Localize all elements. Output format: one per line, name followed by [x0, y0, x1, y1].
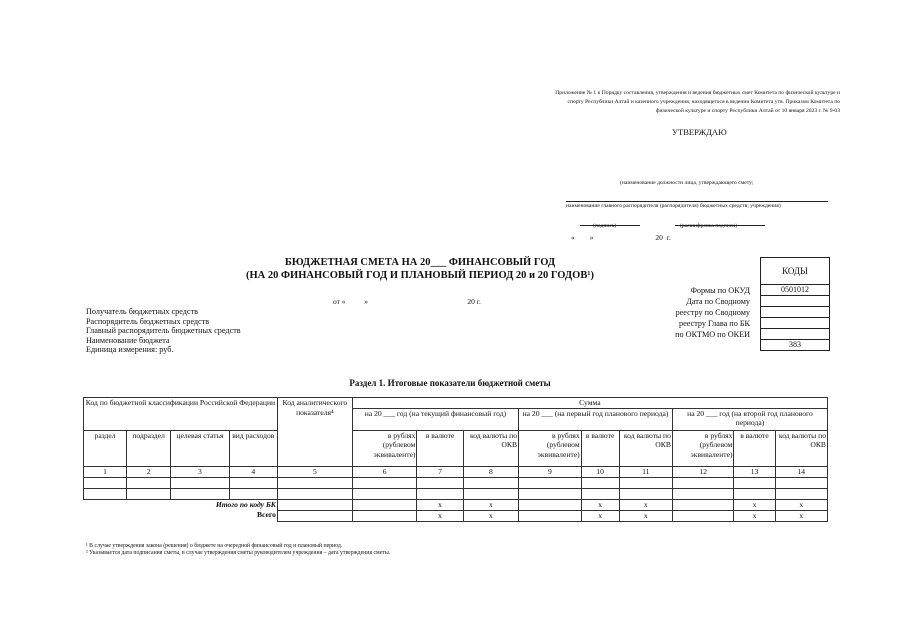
table-row: [84, 477, 828, 488]
approver-position-caption: (наименование должности лица, утверждающего смету;: [620, 180, 754, 186]
x-mark: x: [463, 499, 518, 510]
approval-note: [470, 89, 840, 116]
col-num: 9: [519, 466, 582, 477]
col-num: 3: [171, 466, 229, 477]
col-num: 5: [277, 466, 352, 477]
rub-header: в рублях (рублевом эквиваленте): [672, 430, 734, 466]
title-line-1: БЮДЖЕТНАЯ СМЕТА НА 20___ ФИНАНСОВЫЙ ГОД: [284, 257, 556, 268]
col-num: 14: [775, 466, 827, 477]
manager-label: Распорядитель бюджетных средств: [86, 316, 210, 326]
approval-note-line: спорту Республики Алтай и казенного учреждения, находящегося в ведении Комитета утв. Приказом Комитета по: [567, 99, 840, 105]
x-mark: x: [417, 510, 463, 521]
col-num: 12: [672, 466, 734, 477]
rub-header: в рублях (рублевом эквиваленте): [352, 430, 417, 466]
footnote-2: ² Указывается дата подписания сметы, в случае утверждения сметы руководителем учреждения – дата утверждения сметы.: [86, 550, 391, 556]
x-mark: x: [417, 499, 463, 510]
analytic-code-header: Код аналитического показателя⁴: [277, 398, 352, 467]
okv-header: код валюты по ОКВ: [619, 430, 672, 466]
rub-header: в рублях (рублевом эквиваленте): [519, 430, 582, 466]
decoding-caption: (расшифровка подписи): [680, 223, 738, 229]
total-bk-row: [84, 499, 828, 510]
chief-manager-label: Главный распорядитель бюджетных средств: [86, 326, 241, 336]
code-cell: [761, 307, 830, 318]
codes-header: КОДЫ: [761, 258, 830, 285]
currency-header: в валюте: [581, 430, 619, 466]
signature-caption: (подпись): [593, 223, 617, 229]
x-mark: x: [581, 510, 619, 521]
first-plan-year-header: на 20 ___ (на первый год планового периода): [519, 408, 673, 430]
okud-code: 0501012: [761, 285, 830, 296]
total-bk-label: Итого по коду БК: [84, 499, 278, 510]
currency-header: в валюте: [417, 430, 463, 466]
col-num: 6: [352, 466, 417, 477]
column-numbers-row: [84, 466, 828, 477]
col-num: 11: [619, 466, 672, 477]
header-right-labels: [620, 286, 750, 341]
col-num: 8: [463, 466, 518, 477]
approver-org-caption: наименование главного распорядителя (распорядителя) бюджетных средств; учреждения): [566, 203, 781, 209]
code-cell: [761, 329, 830, 340]
okv-header: код валюты по ОКВ: [775, 430, 827, 466]
approval-note-line: физической культуре и спорту Республики Алтай от 10 января 2023 г. № 9-03: [655, 108, 840, 114]
section-title: Раздел 1. Итоговые показатели бюджетной сметы: [349, 378, 551, 388]
x-mark: x: [619, 499, 672, 510]
razdel-header: раздел: [84, 430, 127, 466]
col-num: 2: [127, 466, 171, 477]
expense-type-header: вид расходов: [229, 430, 277, 466]
current-year-header: на 20 ___ год (на текущий финансовый год): [352, 408, 518, 430]
okud-label: Формы по ОКУД: [690, 286, 750, 295]
oktmo-label: по ОКТМО по ОКЕИ: [675, 329, 750, 339]
table-row: [84, 488, 828, 499]
podrazdel-header: подраздел: [127, 430, 171, 466]
x-mark: x: [734, 510, 775, 521]
unit-label: Единица измерения: руб.: [86, 345, 174, 355]
from-date: от « » 20 г.: [333, 297, 481, 306]
date-label: Дата по Сводному: [686, 296, 750, 306]
second-plan-year-header: на 20 ___ год (на второй год планового периода): [672, 408, 827, 430]
okei-code: 383: [761, 340, 830, 351]
approve-date: « » 20 г.: [571, 233, 671, 242]
col-num: 7: [417, 466, 463, 477]
budget-name-label: Наименование бюджета: [86, 335, 170, 345]
code-cell: [761, 296, 830, 307]
recipient-label: Получатель бюджетных средств: [86, 307, 199, 316]
code-cell: [761, 318, 830, 329]
codes-table: [760, 257, 830, 351]
x-mark: x: [775, 510, 827, 521]
registry-label: реестру по Сводному: [675, 307, 750, 317]
col-num: 1: [84, 466, 127, 477]
currency-header: в валюте: [734, 430, 775, 466]
target-article-header: целевая статья: [171, 430, 229, 466]
x-mark: x: [734, 499, 775, 510]
total-all-label: Всего: [84, 510, 278, 521]
footnote-1: ¹ В случае утверждения закона (решения) о бюджете на очередной финансовый год и плановый период.: [86, 543, 343, 549]
x-mark: x: [581, 499, 619, 510]
registry-chapter-label: реестру Глава по БК: [679, 318, 750, 328]
bk-header: Код по бюджетной классификации Российской Федерации: [84, 398, 278, 431]
x-mark: x: [775, 499, 827, 510]
document-title: [200, 256, 640, 282]
approval-note-line: Приложение № 1 к Порядку составления, утверждения и ведения бюджетных смет Комитета по физической культуре и: [555, 90, 840, 96]
col-num: 4: [229, 466, 277, 477]
title-line-2: (НА 20 ФИНАНСОВЫЙ ГОД И ПЛАНОВЫЙ ПЕРИОД 20 и 20 ГОДОВ¹): [246, 270, 594, 281]
header-left-labels: [86, 307, 241, 355]
col-num: 10: [581, 466, 619, 477]
approve-word: УТВЕРЖДАЮ: [672, 127, 727, 137]
sum-header: Сумма: [352, 398, 827, 409]
x-mark: x: [619, 510, 672, 521]
totals-table: [83, 397, 828, 522]
col-num: 13: [734, 466, 775, 477]
footnotes: [86, 543, 786, 557]
okv-header: код валюты по ОКВ: [463, 430, 518, 466]
total-all-row: [84, 510, 828, 521]
x-mark: x: [463, 510, 518, 521]
